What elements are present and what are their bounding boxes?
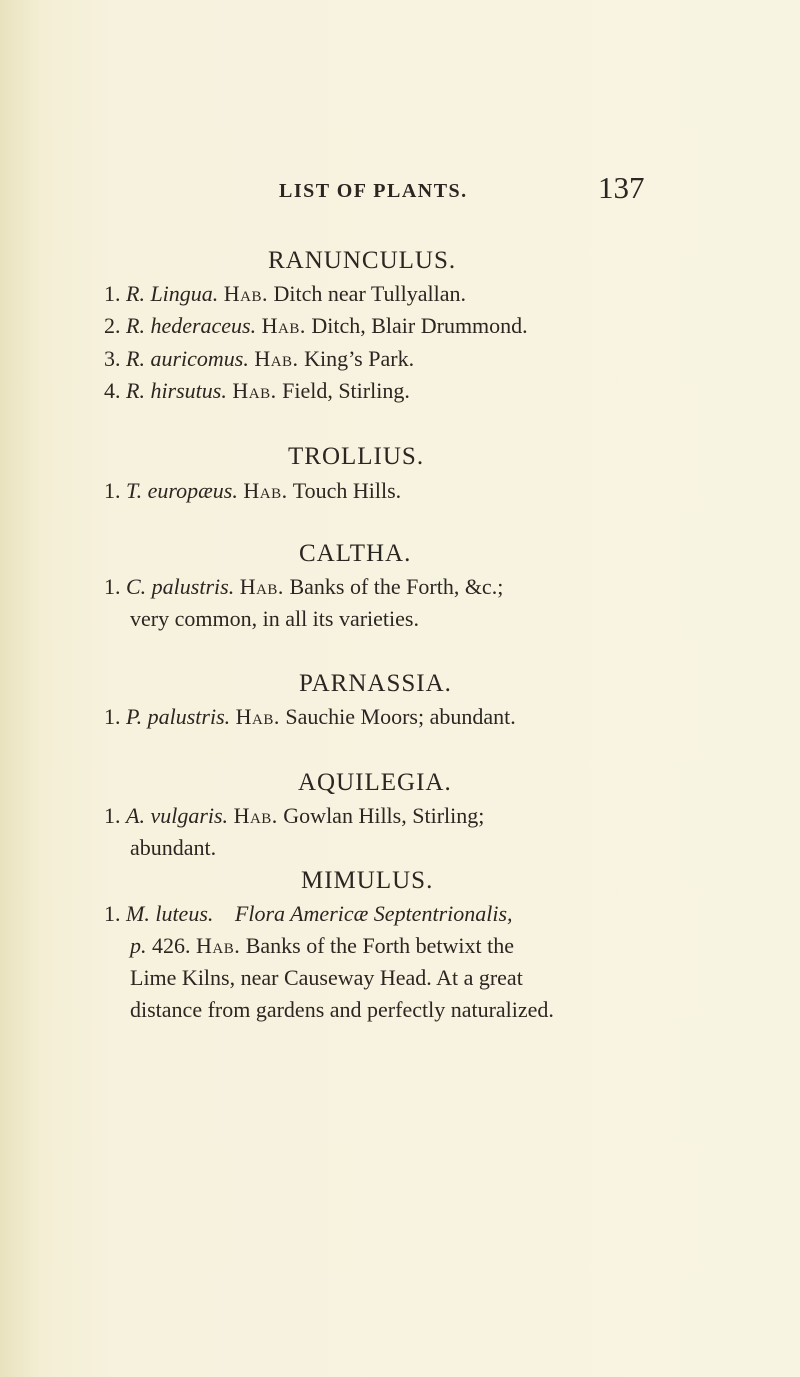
section-title-ranunculus: RANUNCULUS. xyxy=(268,247,457,274)
list-item: 1. P. palustris. Hab. Sauchie Moors; abundant. xyxy=(104,704,516,729)
page-number: 137 xyxy=(598,170,645,205)
list-item: 3. R. auricomus. Hab. King’s Park. xyxy=(104,346,415,371)
list-item: 1. R. Lingua. Hab. Ditch near Tullyallan. xyxy=(104,281,467,306)
list-item: 2. R. hederaceus. Hab. Ditch, Blair Drummond. xyxy=(104,313,528,338)
list-item: 1. M. luteus. Flora Americæ Septentrionalis, xyxy=(104,901,513,926)
running-title: LIST OF PLANTS. xyxy=(279,180,468,202)
page-header xyxy=(0,170,800,218)
list-item: 4. R. hirsutus. Hab. Field, Stirling. xyxy=(104,378,410,403)
section-title-aquilegia: AQUILEGIA. xyxy=(298,769,452,796)
section-title-mimulus: MIMULUS. xyxy=(301,867,434,894)
list-item: 1. C. palustris. Hab. Banks of the Forth, &c.; xyxy=(104,574,504,599)
section-title-parnassia: PARNASSIA. xyxy=(299,670,452,697)
section-title-trollius: TROLLIUS. xyxy=(288,443,425,470)
list-item-continuation: very common, in all its varieties. xyxy=(130,606,419,631)
list-item-continuation: abundant. xyxy=(130,835,217,860)
list-item-continuation: distance from gardens and perfectly naturalized. xyxy=(130,997,554,1022)
list-item: 1. A. vulgaris. Hab. Gowlan Hills, Stirling; xyxy=(104,803,485,828)
list-item: 1. T. europæus. Hab. Touch Hills. xyxy=(104,478,402,503)
section-title-caltha: CALTHA. xyxy=(299,540,412,567)
list-item-continuation: Lime Kilns, near Causeway Head. At a great xyxy=(130,965,523,990)
list-item-continuation: p. 426. Hab. Banks of the Forth betwixt the xyxy=(130,933,514,958)
